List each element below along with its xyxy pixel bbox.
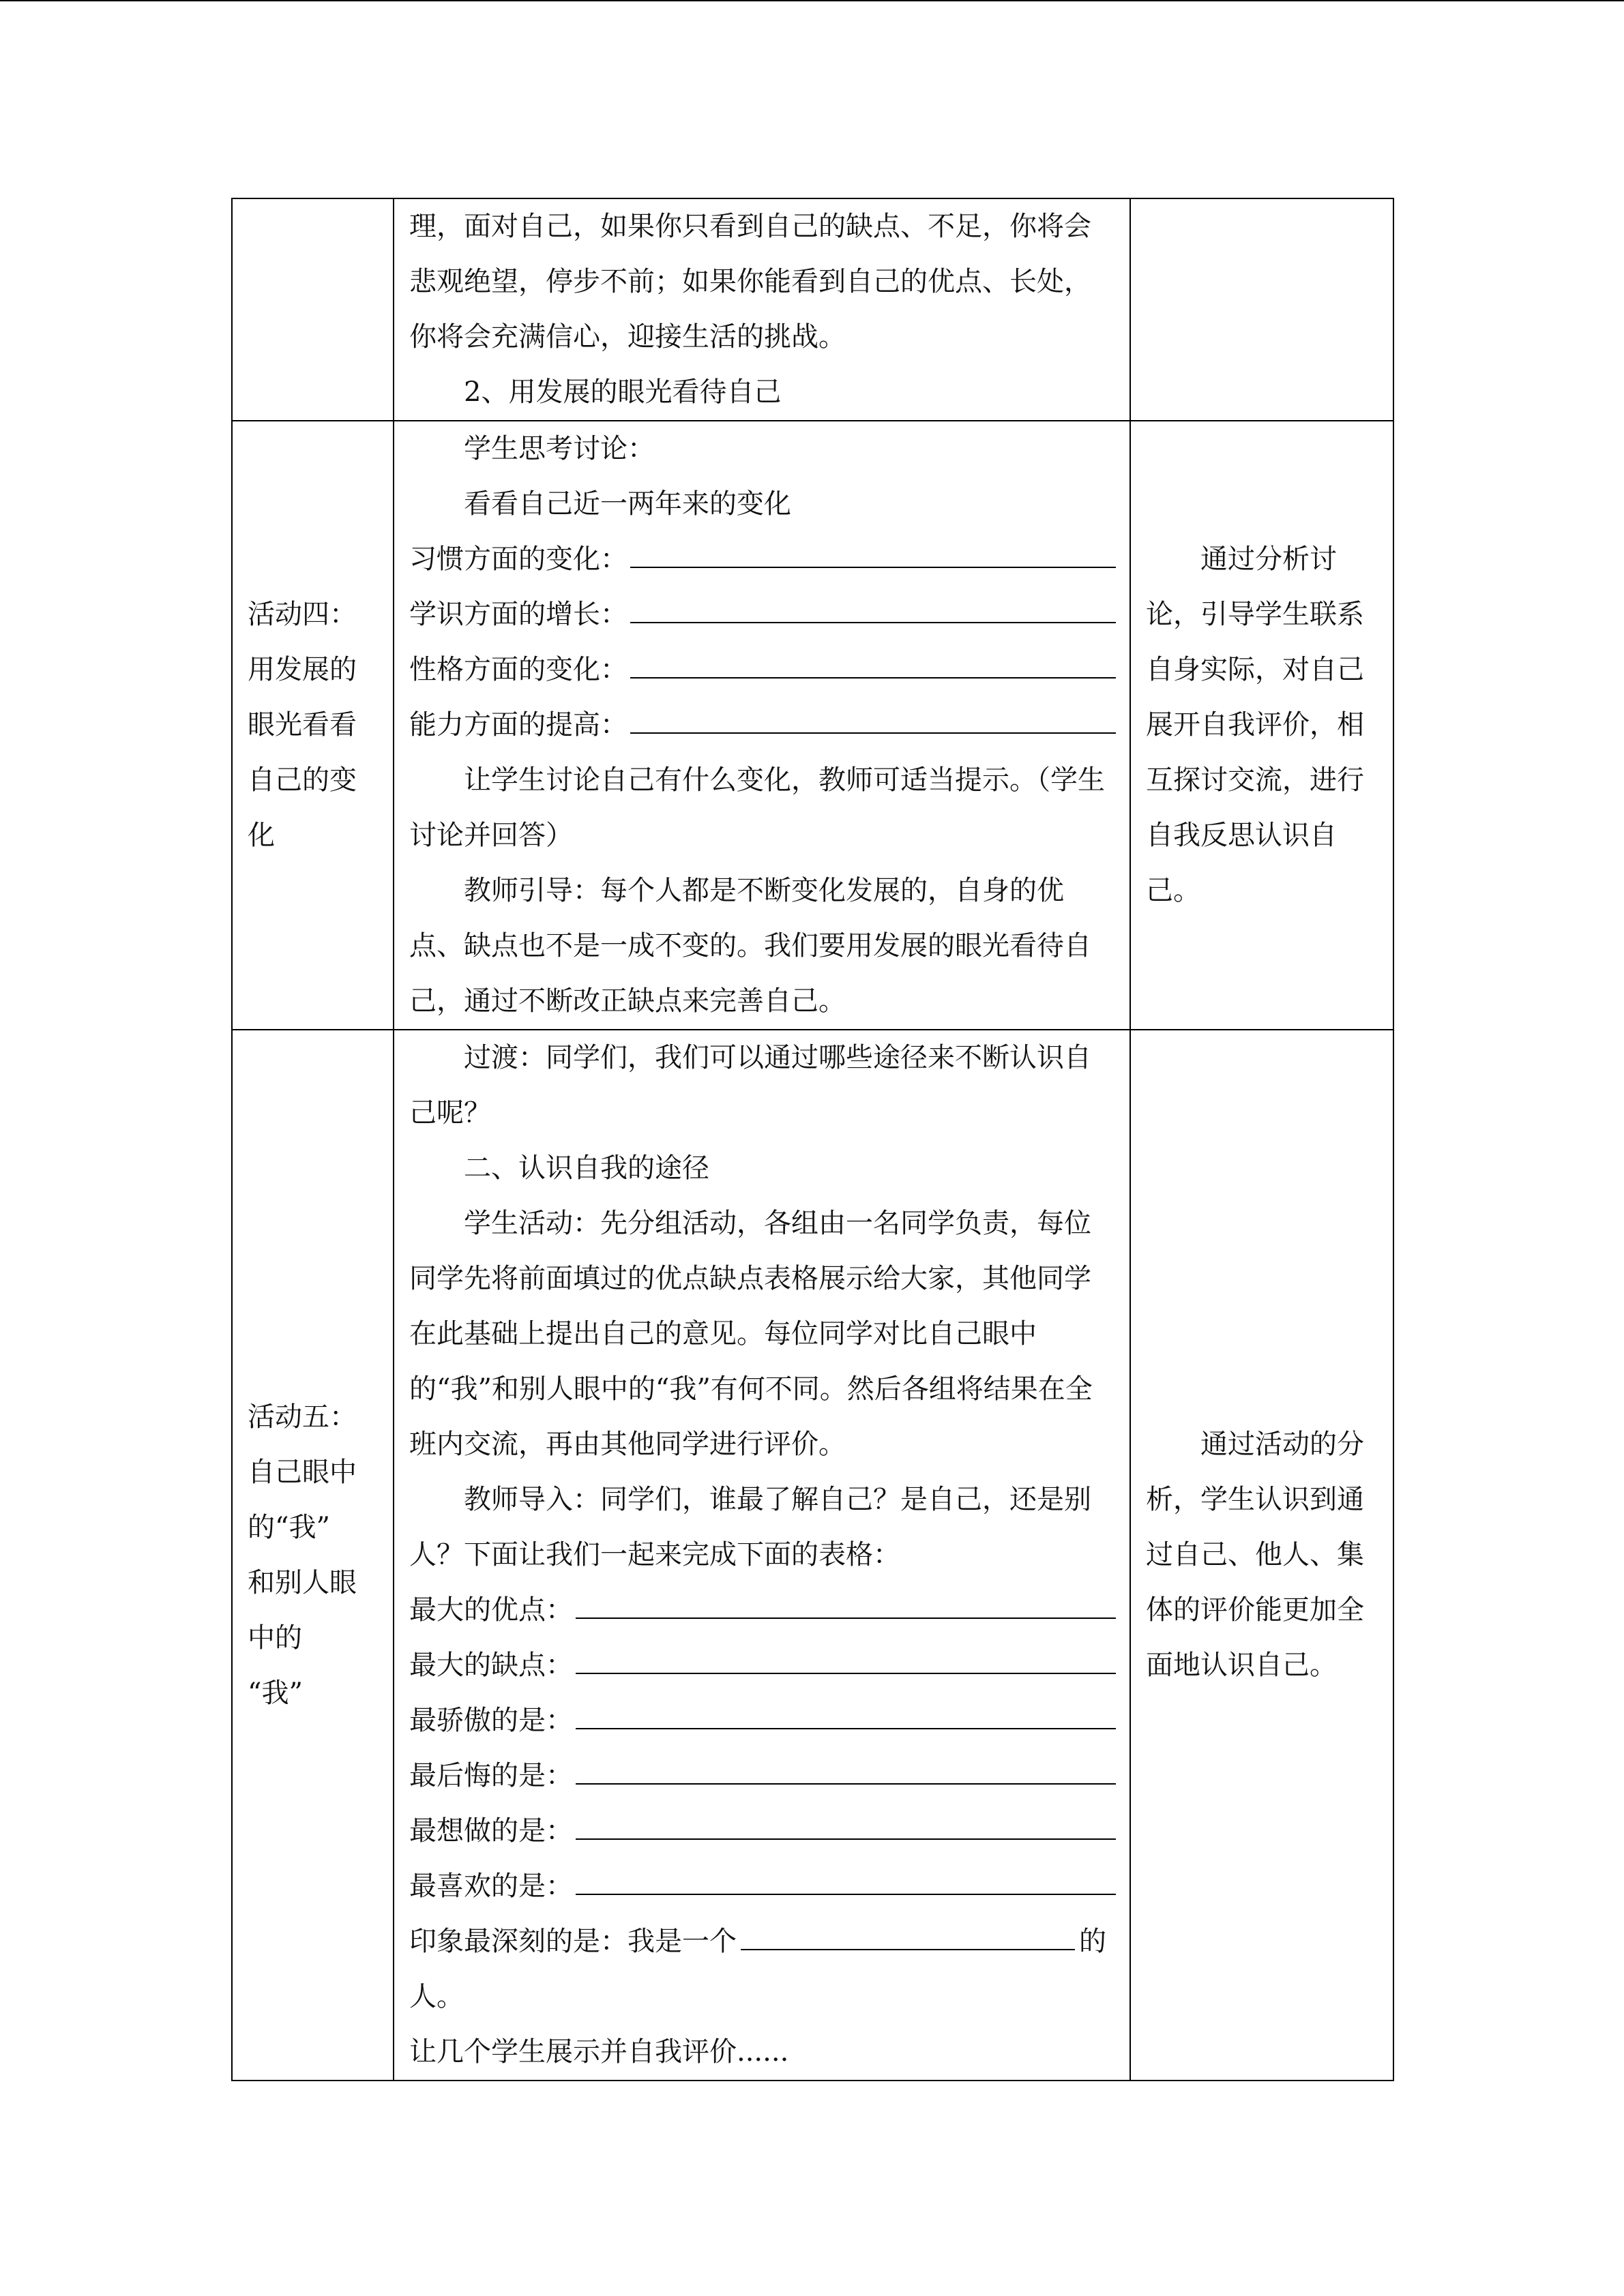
fill-in-label: 最大的缺点： xyxy=(409,1650,573,1681)
content-paragraph: 二、认识自我的途径 xyxy=(464,1152,709,1184)
fill-in-blank[interactable] xyxy=(576,1640,1116,1674)
inline-fill-before: 印象最深刻的是：我是一个 xyxy=(409,1926,737,1957)
design-intent-line: 面地认识自己。 xyxy=(1146,1650,1337,1681)
activity-label-line: 中的 xyxy=(248,1622,302,1654)
content-paragraph: 学生活动：先分组活动，各组由一名同学负责，每位同学先将前面填过的优点缺点表格展示给大家，其他同学在此基础上提出自己的意见。每位同学对比自己眼中的“我”和别人眼中的“我”有何不同。然后各组将结果在全班内交流，再由其他同学进行评价。 xyxy=(409,1208,1093,1460)
content-paragraph: 2、用发展的眼光看待自己 xyxy=(464,376,782,408)
design-intent-cell xyxy=(1130,421,1393,1030)
table-row xyxy=(232,1030,1393,2081)
fill-in-row xyxy=(409,532,1116,587)
lesson-plan-table-body xyxy=(232,198,1393,2081)
fill-in-blank[interactable] xyxy=(576,1861,1116,1895)
design-intent-line: 自我反思认识自 xyxy=(1146,820,1337,851)
fill-in-label: 最想做的是： xyxy=(409,1815,573,1847)
fill-in-blank[interactable] xyxy=(630,589,1116,623)
design-intent-line: 通过活动的分 xyxy=(1146,1429,1364,1460)
fill-in-label: 习惯方面的变化： xyxy=(409,543,628,575)
fill-in-blank[interactable] xyxy=(630,534,1116,568)
fill-in-blank[interactable] xyxy=(741,1916,1075,1950)
fill-in-row xyxy=(409,587,1116,642)
activity-label-line: 化 xyxy=(248,820,275,851)
content-paragraph: 理，面对自己，如果你只看到自己的缺点、不足，你将会悲观绝望，停步不前；如果你能看到自己的优点、长处，你将会充满信心，迎接生活的挑战。 xyxy=(409,211,1091,353)
design-intent-line: 己。 xyxy=(1146,875,1200,906)
design-intent-cell xyxy=(1130,1030,1393,2081)
fill-in-row xyxy=(409,642,1116,698)
fill-in-row xyxy=(409,1748,1116,1804)
activity-content-cell xyxy=(394,1030,1130,2081)
content-paragraph: 让学生讨论自己有什么变化，教师可适当提示。（学生讨论并回答） xyxy=(409,764,1105,851)
activity-label-line: “我” xyxy=(248,1677,303,1709)
activity-cell xyxy=(232,1030,394,2081)
activity-label-line: 自己眼中 xyxy=(248,1456,357,1488)
activity-content-cell xyxy=(394,198,1130,421)
activity-content-cell xyxy=(394,421,1130,1030)
fill-in-blank[interactable] xyxy=(576,1750,1116,1785)
table-row xyxy=(232,198,1393,421)
activity-label-line: 活动五： xyxy=(248,1401,357,1433)
fill-in-blank[interactable] xyxy=(630,700,1116,734)
activity-label-line: 活动四： xyxy=(248,599,357,630)
fill-in-blank[interactable] xyxy=(576,1806,1116,1840)
content-paragraph: 看看自己近一两年来的变化 xyxy=(464,488,791,520)
page-top-border xyxy=(0,0,1624,1)
activity-label-line: 用发展的 xyxy=(248,654,357,685)
activity-cell xyxy=(232,421,394,1030)
fill-in-label: 最后悔的是： xyxy=(409,1760,573,1791)
fill-in-row xyxy=(409,1804,1116,1859)
activity-label-line: 自己的变 xyxy=(248,764,357,796)
fill-in-label: 能力方面的提高： xyxy=(409,709,628,741)
fill-in-blank[interactable] xyxy=(630,644,1116,679)
content-paragraph: 学生思考讨论： xyxy=(464,433,655,464)
content-paragraph: 教师导入：同学们，谁最了解自己？是自己，还是别人？下面让我们一起来完成下面的表格： xyxy=(409,1484,1091,1570)
design-intent-line: 展开自我评价，相 xyxy=(1146,709,1364,741)
design-intent-line: 析，学生认识到通 xyxy=(1146,1484,1364,1515)
content-paragraph: 让几个学生展示并自我评价...... xyxy=(409,2036,789,2068)
fill-in-row xyxy=(409,698,1116,753)
design-intent-line: 通过分析讨 xyxy=(1146,543,1337,575)
fill-in-blank[interactable] xyxy=(576,1695,1116,1729)
inline-fill-paragraph xyxy=(409,1914,1116,2025)
fill-in-label: 最大的优点： xyxy=(409,1594,573,1626)
content-paragraph: 教师引导：每个人都是不断变化发展的，自身的优点、缺点也不是一成不变的。我们要用发展的眼光看待自己，通过不断改正缺点来完善自己。 xyxy=(409,875,1091,1017)
fill-in-label: 最骄傲的是： xyxy=(409,1705,573,1736)
lesson-plan-table xyxy=(231,198,1394,2081)
activity-label-line: 眼光看看 xyxy=(248,709,357,741)
design-intent-line: 体的评价能更加全 xyxy=(1146,1594,1364,1626)
table-row xyxy=(232,421,1393,1030)
content-paragraph: 过渡：同学们，我们可以通过哪些途径来不断认识自己呢？ xyxy=(409,1042,1091,1129)
fill-in-row xyxy=(409,1583,1116,1638)
fill-in-blank[interactable] xyxy=(576,1585,1116,1619)
activity-label-line: 和别人眼 xyxy=(248,1566,357,1598)
activity-cell xyxy=(232,198,394,421)
design-intent-line: 论，引导学生联系 xyxy=(1146,599,1364,630)
design-intent-line: 自身实际，对自己 xyxy=(1146,654,1364,685)
fill-in-row xyxy=(409,1693,1116,1748)
fill-in-label: 学识方面的增长： xyxy=(409,599,628,630)
fill-in-label: 最喜欢的是： xyxy=(409,1870,573,1902)
design-intent-line: 过自己、他人、集 xyxy=(1146,1539,1364,1570)
activity-label-line: 的“我” xyxy=(248,1511,330,1543)
fill-in-row xyxy=(409,1859,1116,1914)
fill-in-row xyxy=(409,1638,1116,1693)
inline-fill-after: 的人。 xyxy=(409,1926,1106,2012)
fill-in-label: 性格方面的变化： xyxy=(409,654,628,685)
design-intent-cell xyxy=(1130,198,1393,421)
design-intent-line: 互探讨交流，进行 xyxy=(1146,764,1364,796)
